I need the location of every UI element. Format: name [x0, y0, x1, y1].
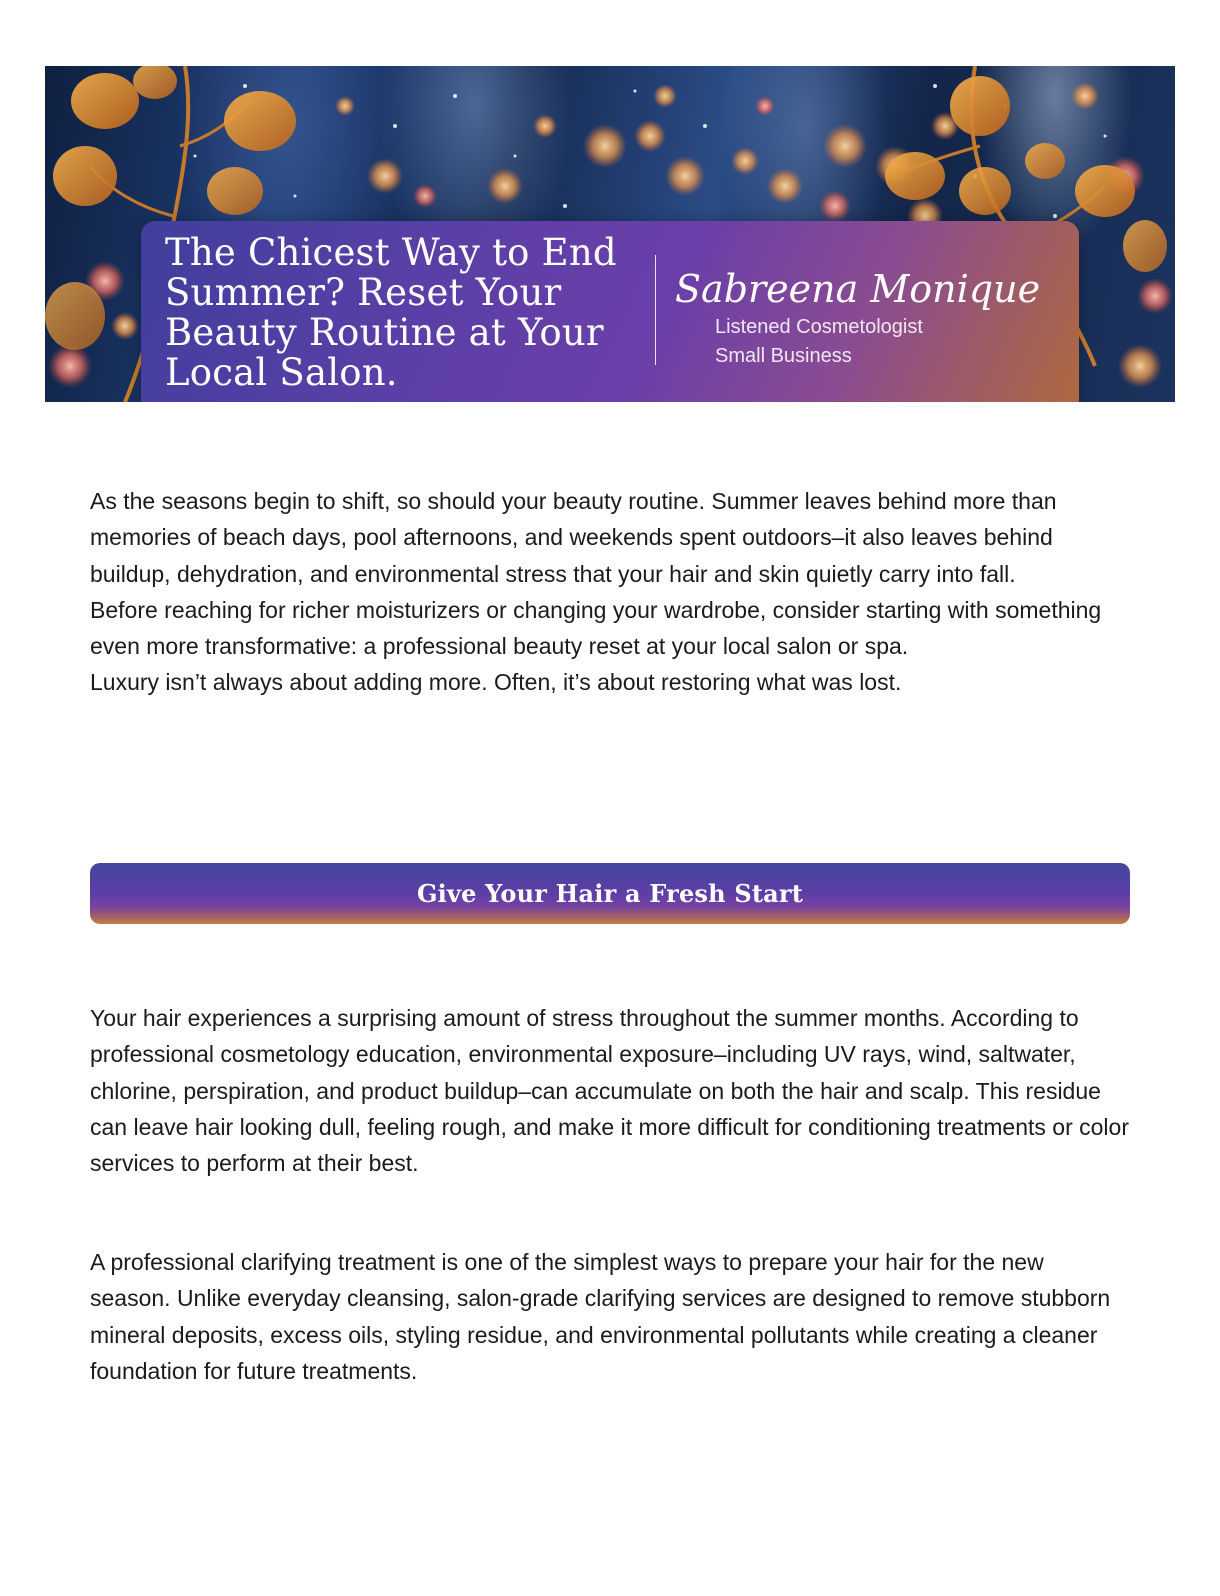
title-divider [655, 255, 656, 365]
hero-banner [45, 66, 1175, 402]
title-card [141, 221, 1079, 402]
article-title: The Chicest Way to End Summer? Reset Your Beauty Routine at Your Local Salon. [165, 231, 617, 394]
section-heading-bar[interactable] [90, 863, 1130, 924]
section-paragraph-1: Your hair experiences a surprising amount of stress throughout the summer months. According to professional cosmetology education, environmental exposure–including UV rays, wind, saltwater, chlorine, perspiration, and product buildup–can accumulate on both the hair and scalp. This residue can leave hair looking dull, feeling rough, and make it more difficult for conditioning treatments or color services to perform at their best. [90, 1005, 1129, 1177]
intro-paragraph [90, 483, 1130, 701]
author-role-cosmetologist: Listened Cosmetologist [715, 316, 923, 338]
section-paragraph-2: A professional clarifying treatment is one of the simplest ways to prepare your hair for the new season. Unlike everyday cleansing, salon-grade clarifying services are designed to remove stubborn mineral deposits, excess oils, styling residue, and environmental pollutants while creating a cleaner foundation for future treatments. [90, 1249, 1111, 1384]
intro-line-3: Luxury isn’t always about adding more. Often, it’s about restoring what was lost. [90, 669, 902, 696]
author-role-business: Small Business [715, 345, 852, 367]
author-name: Sabreena Monique [675, 267, 1041, 311]
intro-line-1: As the seasons begin to shift, so should your beauty routine. Summer leaves behind more than memories of beach days, pool afternoons, and weekends spent outdoors–it also leaves behind buildup, dehydration, and environmental stress that your hair and skin quietly carry into fall. [90, 488, 1057, 587]
author-credentials [715, 313, 923, 371]
section-heading: Give Your Hair a Fresh Start [416, 879, 804, 908]
intro-line-2: Before reaching for richer moisturizers or changing your wardrobe, consider starting with something even more transformative: a professional beauty reset at your local salon or spa. [90, 596, 1102, 660]
